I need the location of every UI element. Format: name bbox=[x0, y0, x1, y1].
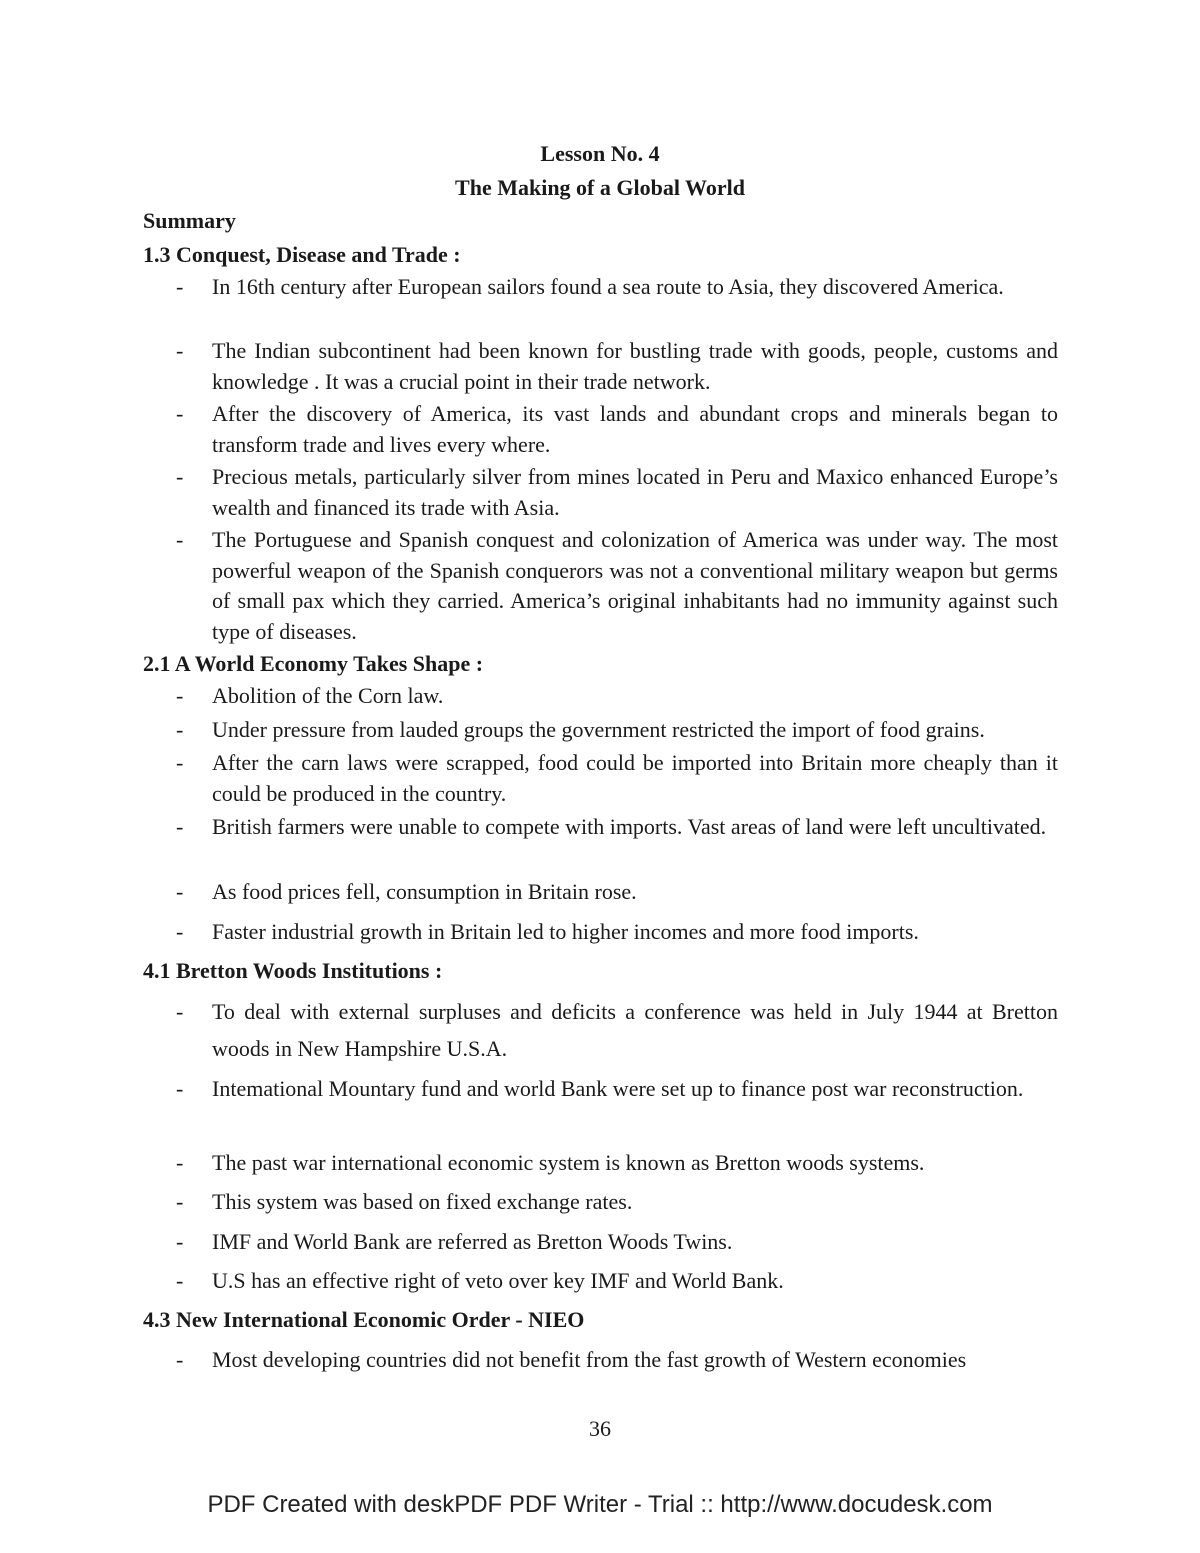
bullet-text: Most developing countries did not benefit from the fast growth of Western economies bbox=[212, 1347, 967, 1372]
lesson-number: Lesson No. 4 bbox=[540, 141, 660, 166]
bullet-text: After the discovery of America, its vast lands and abundant crops and minerals began to transform trade and lives every where. bbox=[212, 401, 1058, 457]
bullet-dash: - bbox=[176, 1229, 184, 1254]
list-item bbox=[176, 812, 1058, 843]
list-item bbox=[176, 917, 1058, 948]
list-item bbox=[176, 1187, 1058, 1218]
section-heading: 4.3 New International Economic Order - NIEO bbox=[143, 1307, 585, 1332]
section-heading: 1.3 Conquest, Disease and Trade : bbox=[143, 242, 461, 267]
summary-label: Summary bbox=[143, 208, 236, 233]
bullet-text: Abolition of the Corn law. bbox=[212, 683, 444, 708]
list-item bbox=[176, 877, 1058, 908]
list-item bbox=[176, 336, 1058, 397]
bullet-dash: - bbox=[176, 1347, 184, 1372]
list-item bbox=[176, 1345, 1058, 1376]
bullet-text: As food prices fell, consumption in Britain rose. bbox=[212, 879, 637, 904]
pdf-watermark-footer: PDF Created with deskPDF PDF Writer - Trial :: http://www.docudesk.com bbox=[207, 1491, 993, 1518]
bullet-dash: - bbox=[176, 274, 184, 299]
bullet-text: IMF and World Bank are referred as Bretton Woods Twins. bbox=[212, 1229, 733, 1254]
list-item bbox=[176, 1148, 1058, 1179]
bullet-text: After the carn laws were scrapped, food could be imported into Britain more cheaply than it could be produced in the country. bbox=[212, 750, 1058, 806]
bullet-text: The Indian subcontinent had been known for bustling trade with goods, people, customs and knowledge . It was a crucial point in their trade network. bbox=[212, 338, 1058, 394]
bullet-dash: - bbox=[176, 683, 184, 708]
bullet-text: Precious metals, particularly silver from mines located in Peru and Maxico enhanced Europe’s wealth and financed its trade with Asia. bbox=[212, 464, 1058, 520]
bullet-dash: - bbox=[176, 338, 184, 363]
bullet-dash: - bbox=[176, 1268, 184, 1293]
bullet-text: British farmers were unable to compete with imports. Vast areas of land were left uncultivated. bbox=[212, 814, 1047, 839]
bullet-dash: - bbox=[176, 1076, 184, 1101]
bullet-dash: - bbox=[176, 1150, 184, 1175]
bullet-text: To deal with external surpluses and deficits a conference was held in July 1944 at Bretton woods in New Hampshire U.S.A. bbox=[212, 999, 1058, 1061]
bullet-dash: - bbox=[176, 527, 184, 552]
list-item bbox=[176, 1266, 1058, 1297]
bullet-dash: - bbox=[176, 717, 184, 742]
bullet-dash: - bbox=[176, 814, 184, 839]
list-item bbox=[176, 1070, 1058, 1107]
bullet-text: U.S has an effective right of veto over key IMF and World Bank. bbox=[212, 1268, 784, 1293]
bullet-text: Intemational Mountary fund and world Bank were set up to finance post war reconstruction. bbox=[212, 1076, 1024, 1101]
list-item bbox=[176, 681, 1058, 712]
bullet-text: The past war international economic system is known as Bretton woods systems. bbox=[212, 1150, 925, 1175]
bullet-dash: - bbox=[176, 750, 184, 775]
list-item bbox=[176, 993, 1058, 1067]
bullet-dash: - bbox=[176, 879, 184, 904]
list-item bbox=[176, 1227, 1058, 1258]
bullet-dash: - bbox=[176, 464, 184, 489]
bullet-dash: - bbox=[176, 919, 184, 944]
list-item bbox=[176, 715, 1058, 746]
lesson-title: The Making of a Global World bbox=[455, 175, 745, 200]
section-heading: 4.1 Bretton Woods Institutions : bbox=[143, 958, 443, 983]
bullet-text: Faster industrial growth in Britain led to higher incomes and more food imports. bbox=[212, 919, 919, 944]
list-item bbox=[176, 525, 1058, 647]
bullet-text: This system was based on fixed exchange rates. bbox=[212, 1189, 633, 1214]
list-item bbox=[176, 748, 1058, 809]
list-item bbox=[176, 399, 1058, 460]
bullet-dash: - bbox=[176, 401, 184, 426]
bullet-dash: - bbox=[176, 1189, 184, 1214]
list-item bbox=[176, 272, 1058, 303]
bullet-dash: - bbox=[176, 999, 184, 1024]
bullet-text: The Portuguese and Spanish conquest and colonization of America was under way. The most powerful weapon of the Spanish conquerors was not a conventional military weapon but germs of small pax which they carried. America’s original inhabitants had no immunity against such type of diseases. bbox=[212, 527, 1058, 644]
page-number: 36 bbox=[589, 1416, 611, 1441]
bullet-text: In 16th century after European sailors found a sea route to Asia, they discovered America. bbox=[212, 274, 1004, 299]
bullet-text: Under pressure from lauded groups the government restricted the import of food grains. bbox=[212, 717, 985, 742]
list-item bbox=[176, 462, 1058, 523]
section-heading: 2.1 A World Economy Takes Shape : bbox=[143, 651, 484, 676]
